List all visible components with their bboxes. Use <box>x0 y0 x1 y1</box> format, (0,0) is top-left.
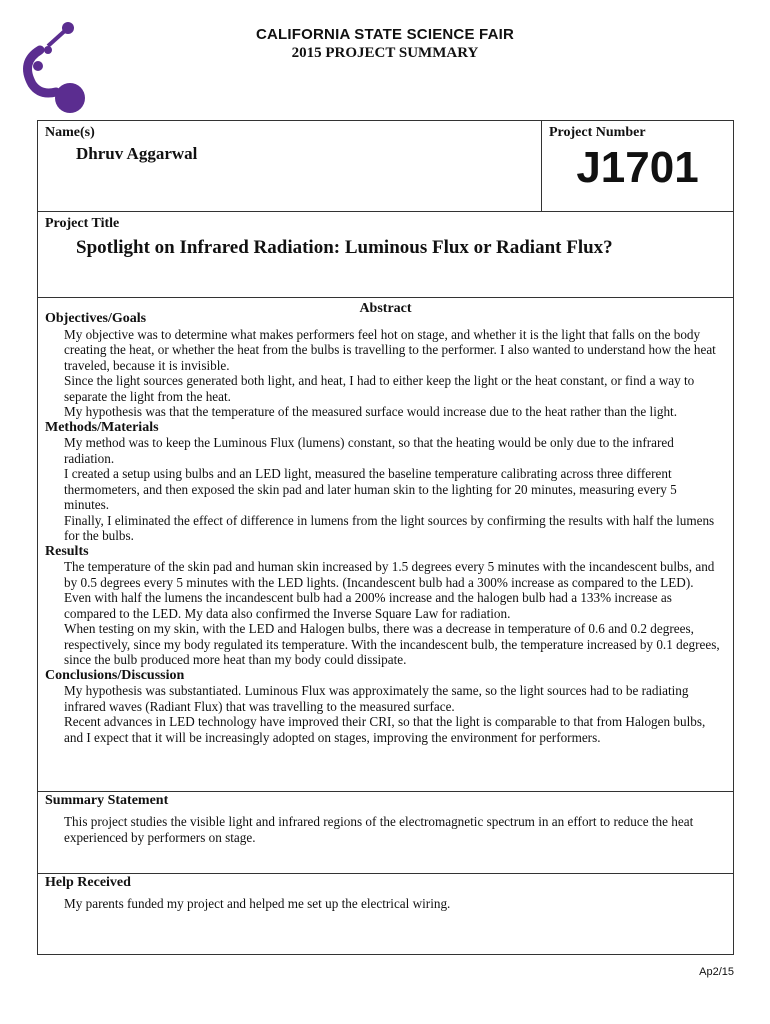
methods-heading: Methods/Materials <box>45 419 159 435</box>
summary-statement-box <box>37 791 734 874</box>
summary-statement-label: Summary Statement <box>45 793 169 808</box>
fair-subtitle: 2015 PROJECT SUMMARY <box>291 45 479 61</box>
objectives-heading: Objectives/Goals <box>45 311 147 326</box>
help-received-text: My parents funded my project and helped me set up the electrical wiring. <box>64 896 451 911</box>
names-label: Name(s) <box>45 125 95 140</box>
project-number-box <box>541 120 734 212</box>
results-heading: Results <box>45 543 89 559</box>
abstract-body <box>45 311 723 745</box>
help-received-box <box>37 873 734 955</box>
page-header <box>0 26 770 62</box>
names-box <box>37 120 542 212</box>
results-paragraph: When testing on my skin, with the LED and Halogen bulbs, there was a decrease in temperature of 0.6 and 0.2 degrees, respectively, since my body regulated its temperature. With the incandescent bulb, the temperature increased by 0.1 degrees, since the bulb produced more heat than my body could dissipate. <box>64 621 720 667</box>
conclusions-heading: Conclusions/Discussion <box>45 667 185 683</box>
project-title-label: Project Title <box>45 216 120 231</box>
abstract-box <box>37 297 734 792</box>
objectives-paragraph: Since the light sources generated both light, and heat, I had to either keep the light or the heat constant, or find a way to separate the light from the heat. <box>64 373 695 404</box>
objectives-paragraph: My objective was to determine what makes performers feel hot on stage, and whether it is the light that falls on the body creating the heat, or whether the heat from the bulbs is travelling to the performer. I also wanted to understand how the heat traveled, because it is invisible. <box>64 326 716 373</box>
help-received-label: Help Received <box>45 875 131 890</box>
project-title-value: Spotlight on Infrared Radiation: Luminous Flux or Radiant Flux? <box>76 237 613 258</box>
summary-statement-text: This project studies the visible light and infrared regions of the electromagnetic spectrum in an effort to reduce the heat experienced by performers on stage. <box>64 814 694 845</box>
methods-paragraph: My method was to keep the Luminous Flux (lumens) constant, so that the heating would be only due to the infrared radiation. <box>64 435 674 466</box>
names-value: Dhruv Aggarwal <box>76 144 198 163</box>
conclusions-paragraph: Recent advances in LED technology have improved their CRI, so that the light is comparable to that from Halogen bulbs, and I expect that it will be increasingly adopted on stages, improving the environment for performers. <box>64 714 706 745</box>
abstract-heading: Abstract <box>359 301 412 316</box>
results-paragraph: The temperature of the skin pad and human skin increased by 1.5 degrees every 5 minutes with the incandescent bulbs, and by 0.5 degrees every 5 minutes with the LED lights. (Incandescent bulb had a 300% increase as compared to the LED). Even with half the lumens the incandescent bulb had a 200% increase and the halogen bulb had a 133% increase as compared to the LED. My data also confirmed the Inverse Square Law for radiation. <box>64 559 715 621</box>
conclusions-paragraph: My hypothesis was substantiated. Luminous Flux was approximately the same, so the light sources had to be radiating infrared waves (Radiant Flux) that was travelling to the measured surface. <box>64 683 689 714</box>
fair-title: CALIFORNIA STATE SCIENCE FAIR <box>255 26 515 43</box>
footer-code: Ap2/15 <box>699 966 734 978</box>
project-number-value: J1701 <box>576 143 699 192</box>
project-number-label: Project Number <box>549 125 646 140</box>
objectives-paragraph: My hypothesis was that the temperature of the measured surface would increase due to the heat rather than the light. <box>64 404 678 419</box>
methods-paragraph: Finally, I eliminated the effect of difference in lumens from the light sources by confirming the results with half the lumens for the bulbs. <box>64 512 715 543</box>
methods-paragraph: I created a setup using bulbs and an LED light, measured the baseline temperature calibrating across three different thermometers, and then exposed the skin pad and later human skin to the lighting for 20 minutes, measuring every 5 minutes. <box>64 466 677 512</box>
project-title-box <box>37 211 734 298</box>
